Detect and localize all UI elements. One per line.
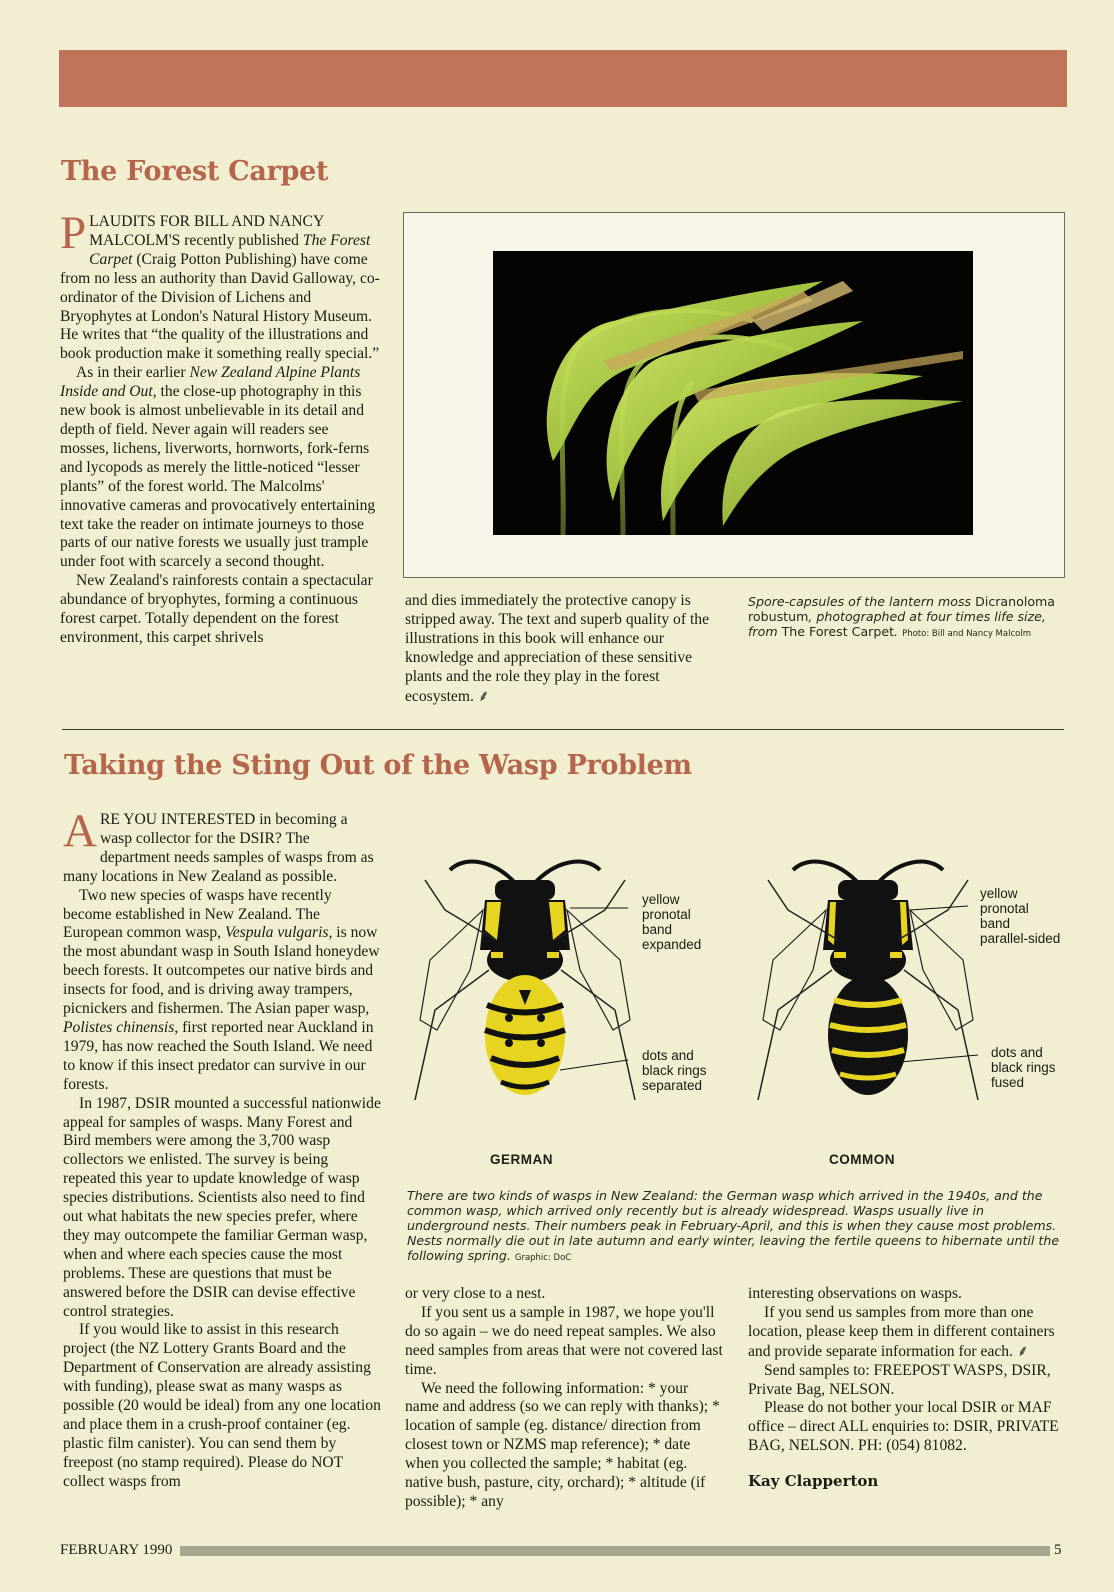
moss-photo xyxy=(493,251,973,535)
forest-col2-text: and dies immediately the protective canopy is stripped away. The text and superb quality of the illustrations in this book will enhance our knowledge and appreciation of these sensitive plants and the role they play in the forest ecosystem. xyxy=(405,592,709,705)
wasp-column-3 xyxy=(748,1285,1064,1492)
german-dots-label xyxy=(642,1048,707,1093)
moss-capsule-illustration xyxy=(493,251,973,535)
wasp-diagram-caption xyxy=(407,1188,1067,1266)
german-wasp-label: GERMAN xyxy=(490,1152,553,1167)
wasp-col2-paragraph-2: If you sent us a sample in 1987, we hope you'll do so again – we do need repeat samples. We also need samples from areas that were not covered last time. xyxy=(405,1303,723,1378)
wasp-caption-text: There are two kinds of wasps in New Zealand: the German wasp which arrived in the 1940s, and the common wasp, which arrived only recently but is already widespread. Wasps usually live in underground nests. Their numbers peak in February-April, and this is when they cause most problems. Nests normally die out in late autumn and early winter, leaving the fertile queens to hibernate until the following spring. xyxy=(407,1188,1060,1263)
label-line: parallel-sided xyxy=(980,931,1061,946)
wasp-p2-species-2: Polistes chinensis xyxy=(63,1018,175,1036)
wasp-column-2 xyxy=(405,1285,723,1512)
caption-species: Dicranoloma robustum xyxy=(748,594,1056,624)
common-band-label xyxy=(980,886,1060,946)
caption-part-e: . xyxy=(894,624,899,639)
forest-paragraph-3: New Zealand's rainforests contain a spectacular abundance of bryophytes, forming a continuous forest carpet. Totally dependent on the forest environment, this carpet shrivels xyxy=(60,572,373,646)
section-divider xyxy=(62,729,1064,730)
header-banner xyxy=(59,50,1067,107)
label-line: band xyxy=(980,916,1011,931)
caption-book: The Forest Carpet xyxy=(781,624,895,639)
label-line: dots and xyxy=(642,1048,694,1063)
common-wasp-illustration xyxy=(758,862,978,1100)
forest-p2-rest: , the close-up photography in this new book is almost unbelievable in its detail and depth of field. Never again will readers see mosses, lichens, liverworts, hornworts, fork-ferns and lycopods as merely the little-noticed “lesser plants” of the forest world. The Malcolms' innovative cameras and provocatively entertaining text take the reader on intimate journeys to those parts of our native forests we usually just trample under foot with scarcely a second thought. xyxy=(60,383,376,571)
wasp-paragraph-2 xyxy=(63,887,383,1095)
label-line: separated xyxy=(642,1078,703,1093)
moss-photo-frame xyxy=(403,212,1065,578)
end-bird-icon: ⸙ xyxy=(477,686,490,705)
wasp-column-1 xyxy=(63,805,383,1492)
forest-p1-lead: LAUDITS FOR BILL AND NANCY MALCOLM'S recently published xyxy=(89,213,324,249)
wasp-article-title: Taking the Sting Out of the Wasp Problem xyxy=(64,750,692,781)
wasp-drop-cap: A xyxy=(63,805,97,857)
wasp-col3-paragraph-4: Please do not bother your local DSIR or MAF office – direct ALL enquiries to: DSIR, PRIVATE BAG, NELSON. PH: (054) 81082. xyxy=(748,1399,1059,1455)
forest-drop-cap: P xyxy=(60,207,87,259)
wasp-p2-e: , first reported near Auckland in 1979, has now reached the South Island. We need to know if this insect predator can survive in our forests. xyxy=(63,1018,374,1093)
wasp-p2-species-1: Vespula vulgaris, xyxy=(224,924,333,942)
forest-p2-lead: As in their earlier xyxy=(76,364,190,382)
photo-credit: Photo: Bill and Nancy Malcolm xyxy=(902,629,1031,639)
forest-p1-book-title: The Forest Carpet xyxy=(89,231,371,268)
wasp-paragraph-1 xyxy=(63,805,383,887)
wasp-p1-text: RE YOU INTERESTED in becoming a wasp collector for the DSIR? The department needs samples of wasps from as many locations in New Zealand as possible. xyxy=(63,811,374,885)
wasp-col3-paragraph-3: Send samples to: FREEPOST WASPS, DSIR, Private Bag, NELSON. xyxy=(748,1361,1051,1398)
label-line: yellow xyxy=(980,886,1018,901)
wasp-col3-p2-text: If you send us samples from more than one location, please keep them in different containers and provide separate information for each. xyxy=(748,1303,1055,1360)
wasp-col3-paragraph-2 xyxy=(748,1304,1064,1362)
caption-part-c: , photographed at four times life size, from xyxy=(748,609,1046,639)
german-band-label xyxy=(642,892,701,952)
forest-paragraph-2 xyxy=(60,364,380,572)
forest-p1-rest: (Craig Potton Publishing) have come from no less an authority than David Galloway, co-ordinator of the Division of Lichens and Bryophytes at London's Natural History Museum. He writes that “the quality of the illustrations and book production make it something really special.” xyxy=(60,250,380,363)
forest-col2-paragraph xyxy=(405,592,727,706)
wasp-col3-paragraph-1: interesting observations on wasps. xyxy=(748,1285,962,1302)
label-line: fused xyxy=(991,1075,1025,1090)
wasp-paragraph-3: In 1987, DSIR mounted a successful nationwide appeal for samples of wasps. Many Forest and Bird members were among the 3,700 wasp collectors we enlisted. The survey is being repeated this year to update knowledge of wasp species distributions. Scientists also need to find out what habitats the new species prefer, where they may outcompete the familiar German wasp, when and where each species cause the most problems. These are questions that must be answered before the DSIR can devise effective control strategies. xyxy=(63,1094,381,1320)
label-line: pronotal xyxy=(980,901,1029,916)
wasp-comparison-diagram xyxy=(400,850,1080,1130)
footer-bar xyxy=(180,1546,1050,1556)
wasp-col2-paragraph-3: We need the following information: * your name and address (so we can reply with thanks); * location of sample (eg. distance/ direction from closest town or NZMS map reference); * date when you collected the sample; * habitat (eg. native bush, pasture, city, orchard); * altitude (if possible); * any xyxy=(405,1379,720,1510)
forest-article-title: The Forest Carpet xyxy=(61,156,329,187)
forest-column-2 xyxy=(405,592,727,706)
wasp-p2-a: Two new species of wasps have recently become established in New Zealand. The European common wasp, xyxy=(63,886,332,942)
label-line: black rings xyxy=(642,1063,707,1078)
common-wasp-label: COMMON xyxy=(829,1152,895,1167)
label-line: dots and xyxy=(991,1045,1043,1060)
wasp-author xyxy=(748,1472,1064,1492)
graphic-credit: Graphic: DoC xyxy=(514,1253,572,1263)
end-bird-icon: ⸙ xyxy=(1016,1341,1029,1360)
forest-paragraph-1 xyxy=(60,207,380,364)
wasp-col2-paragraph-1: or very close to a nest. xyxy=(405,1285,546,1302)
issue-date: FEBRUARY 1990 xyxy=(60,1542,173,1558)
caption-part-a: Spore-capsules of the lantern moss xyxy=(748,594,976,609)
forest-column-1 xyxy=(60,207,380,648)
moss-photo-caption xyxy=(748,594,1058,642)
label-line: black rings xyxy=(991,1060,1056,1075)
author-name: Kay Clapperton xyxy=(748,1472,879,1491)
label-line: yellow xyxy=(642,892,680,907)
wasp-p2-c: is now the most abundant wasp in South Island honeydew beech forests. It outcompetes our native birds and insects for food, and is driving away trampers, picnickers and fishermen. The Asian paper wasp, xyxy=(63,924,380,1018)
label-line: pronotal xyxy=(642,907,691,922)
label-line: band xyxy=(642,922,673,937)
forest-p2-book-title: New Zealand Alpine Plants Inside and Out xyxy=(60,364,361,401)
common-dots-label xyxy=(991,1045,1056,1090)
page-number: 5 xyxy=(1054,1542,1062,1558)
label-line: expanded xyxy=(642,937,702,952)
wasp-paragraph-4: If you would like to assist in this research project (the NZ Lottery Grants Board and the Department of Conservation are already assisting with funding), please swat as many wasps as possible (20 would be ideal) from any one location and place them in a crush-proof container (eg. plastic film canister). You can send them by freepost (no stamp required). Please do NOT collect wasps from xyxy=(63,1321,381,1490)
